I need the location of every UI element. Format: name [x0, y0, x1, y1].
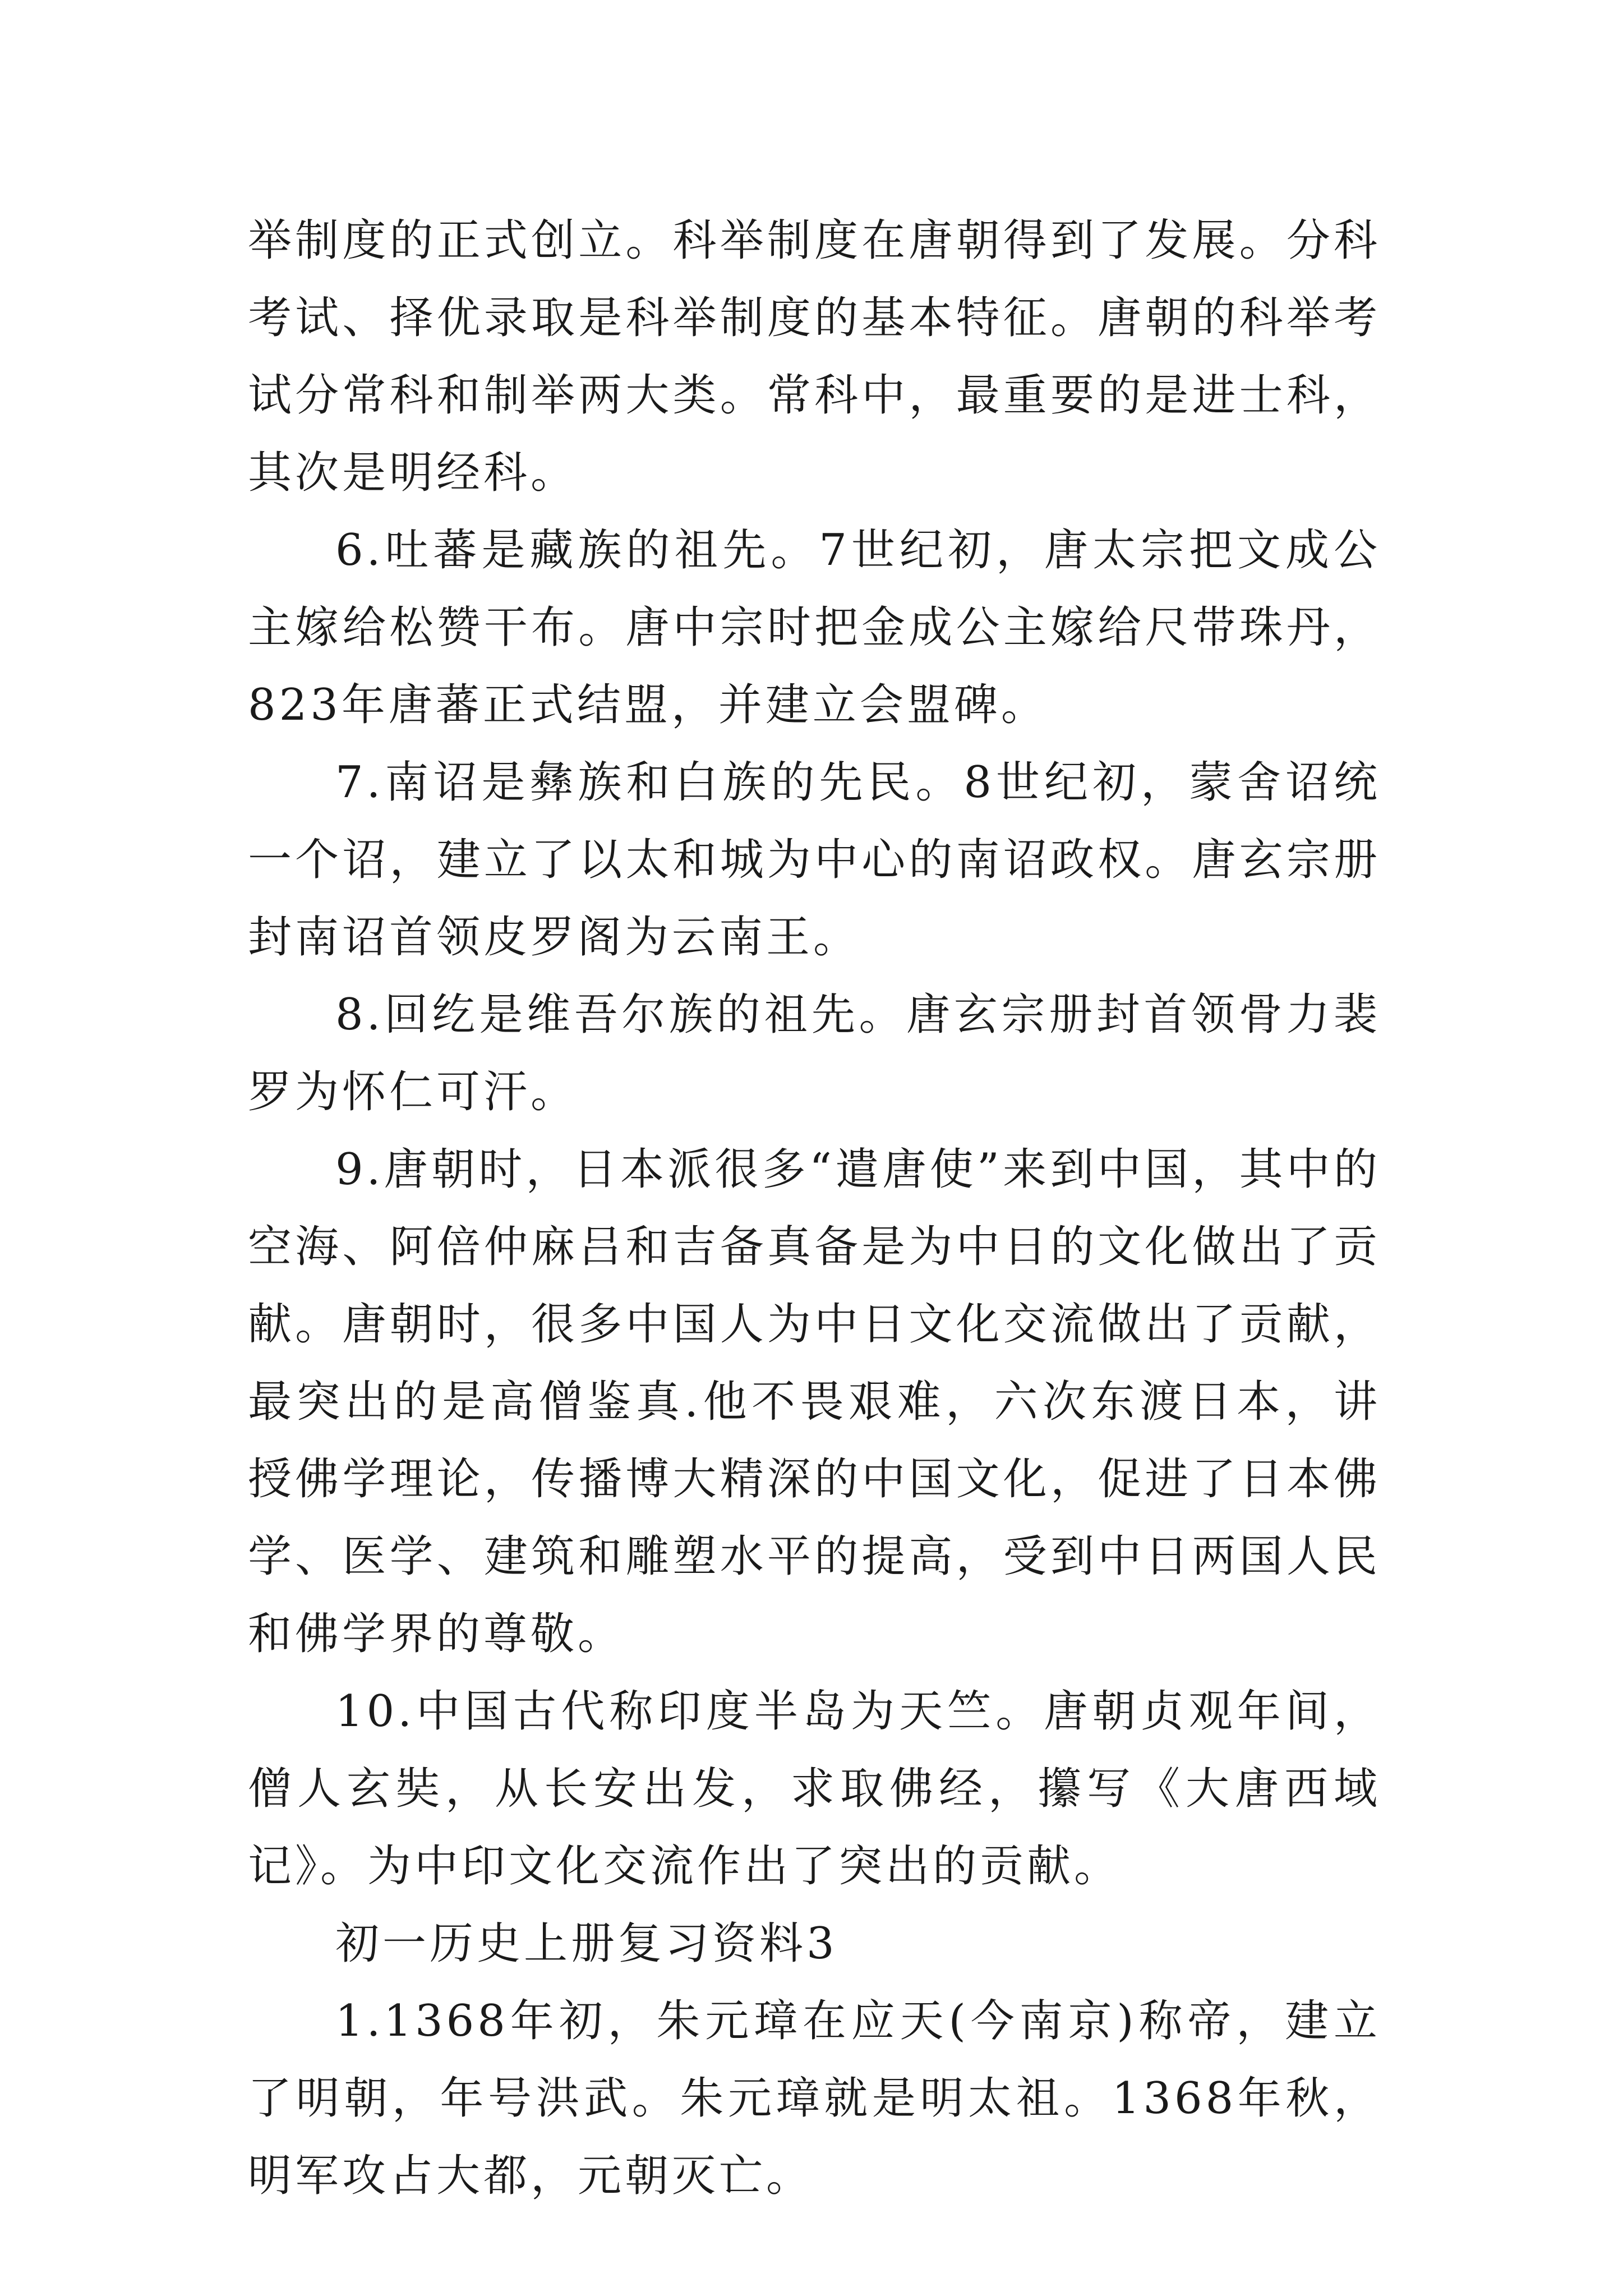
document-body	[248, 202, 1381, 2215]
paragraph-huihe: 8.回纥是维吾尔族的祖先。唐玄宗册封首领骨力裴罗为怀仁可汗。	[248, 990, 1381, 1117]
paragraph-tianzhu: 10.中国古代称印度半岛为天竺。唐朝贞观年间，僧人玄奘，从长安出发，求取佛经，攥写《大唐西域记》。为中印文化交流作出了突出的贡献。	[248, 1686, 1381, 1892]
paragraph-ming-founding: 1.1368年初，朱元璋在应天(今南京)称帝，建立了明朝，年号洪武。朱元璋就是明太祖。1368年秋，明军攻占大都，元朝灭亡。	[248, 1996, 1381, 2201]
section-heading: 初一历史上册复习资料3	[335, 1918, 838, 1969]
paragraph-nanzhao: 7.南诏是彝族和白族的先民。8世纪初，蒙舍诏统一个诏，建立了以太和城为中心的南诏政权。唐玄宗册封南诏首领皮罗阁为云南王。	[248, 757, 1381, 963]
paragraph-tubo: 6.吐蕃是藏族的祖先。7世纪初，唐太宗把文成公主嫁给松赞干布。唐中宗时把金成公主嫁给尺带珠丹，823年唐蕃正式结盟，并建立会盟碑。	[248, 525, 1381, 730]
paragraph-keju-continued: 举制度的正式创立。科举制度在唐朝得到了发展。分科考试、择优录取是科举制度的基本特征。唐朝的科举考试分常科和制举两大类。常科中，最重要的是进士科，其次是明经科。	[248, 215, 1381, 498]
paragraph-japan-exchange: 9.唐朝时，日本派很多“遣唐使”来到中国，其中的空海、阿倍仲麻吕和吉备真备是为中日的文化做出了贡献。唐朝时，很多中国人为中日文化交流做出了贡献，最突出的是高僧鉴真.他不畏艰难，六次东渡日本，讲授佛学理论，传播博大精深的中国文化，促进了日本佛学、医学、建筑和雕塑水平的提高，受到中日两国人民和佛学界的尊敬。	[248, 1144, 1381, 1659]
